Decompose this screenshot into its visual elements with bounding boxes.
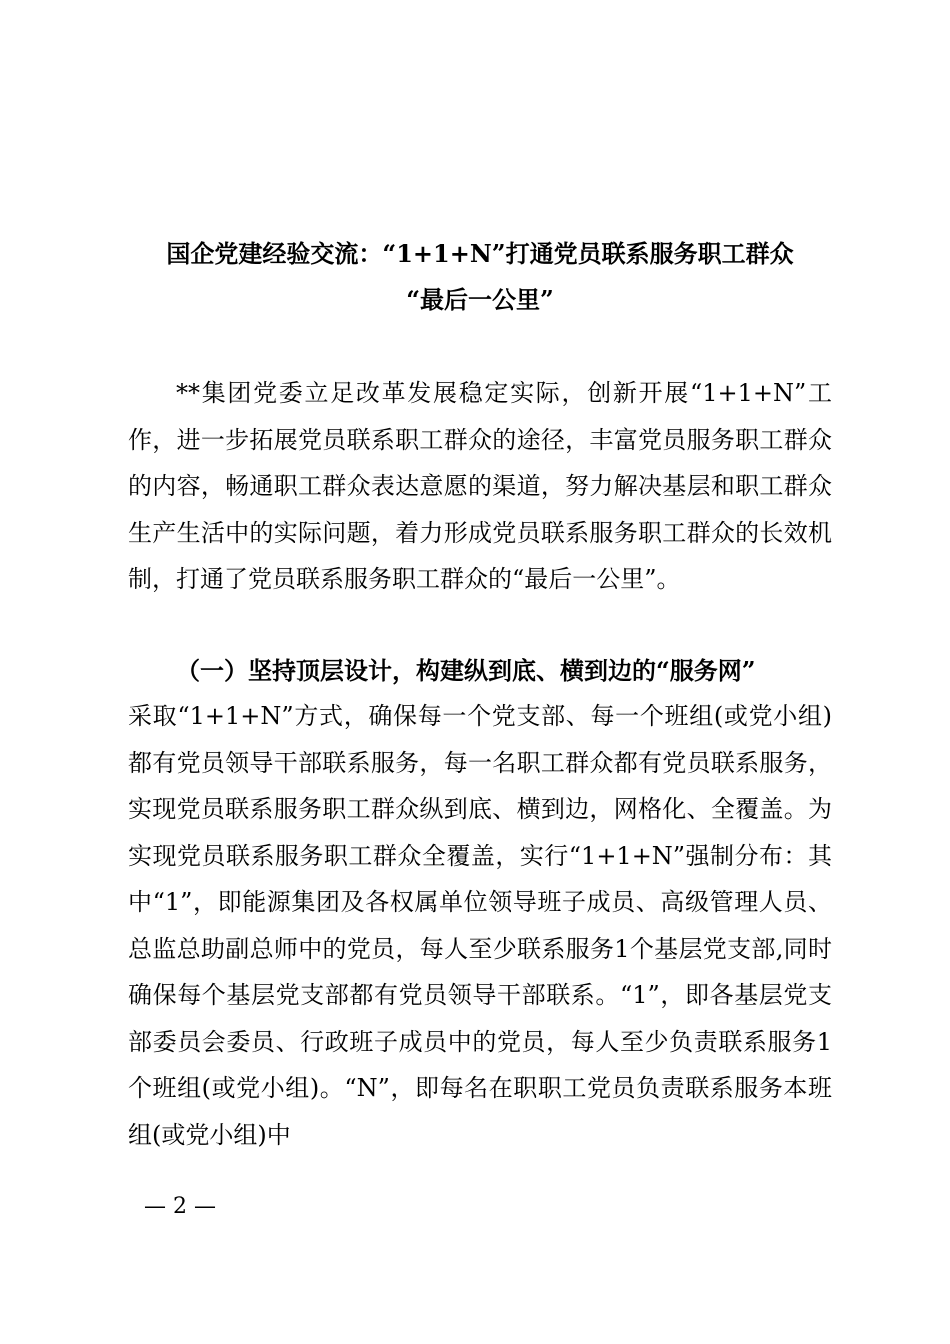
document-title-line-1: 国企党建经验交流：“1+1+N”打通党员联系服务职工群众 <box>166 239 794 268</box>
document-title-line-2: “最后一公里” <box>406 285 554 314</box>
page-number: — 2 — <box>144 1194 216 1219</box>
section-1-heading: （一）坚持顶层设计，构建纵到底、横到边的“服务网” <box>176 656 756 685</box>
intro-paragraph: **集团党委立足改革发展稳定实际，创新开展“1+1+N”工作，进一步拓展党员联系职工群众的途径，丰富党员服务职工群众的内容，畅通职工群众表达意愿的渠道，努力解决基层和职工群众生产生活中的实际问题，着力形成党员联系服务职工群众的长效机制，打通了党员联系服务职工群众的“最后一公里”。 <box>128 379 832 593</box>
section-heading-block <box>128 648 832 695</box>
intro-block <box>128 370 832 603</box>
section-1-paragraph: 采取“1+1+N”方式，确保每一个党支部、每一个班组(或党小组)都有党员领导干部联系服务，每一名职工群众都有党员联系服务，实现党员联系服务职工群众纵到底、横到边，网格化、全覆盖。为实现党员联系服务职工群众全覆盖，实行“1+1+N”强制分布：其中“1”，即能源集团及各权属单位领导班子成员、高级管理人员、总监总助副总师中的党员，每人至少联系服务1个基层党支部,同时确保每个基层党支部都有党员领导干部联系。“1”，即各基层党支部委员会委员、行政班子成员中的党员，每人至少负责联系服务1个班组(或党小组)。“N”，即每名在职职工党员负责联系服务本班组(或党小组)中 <box>128 702 832 1149</box>
section-body-block <box>128 693 832 1158</box>
